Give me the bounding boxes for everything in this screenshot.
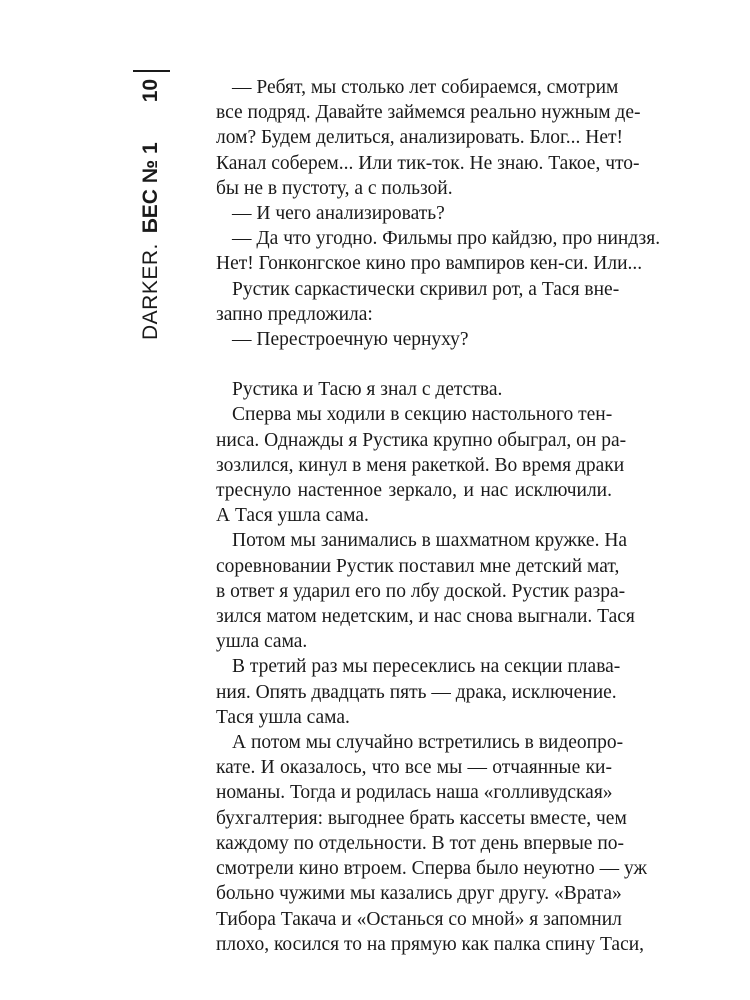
text-line: Канал соберем... Или тик-ток. Не знаю. Такое, что- (216, 152, 640, 174)
text-line: — Ребят, мы столько лет собираемся, смотрим (232, 77, 619, 98)
text-line: Рустик саркастически скривил рот, а Тася вне- (232, 278, 620, 300)
narrative-block (200, 377, 647, 957)
text-line: Тибора Такача и «Останься со мной» я запомнил (216, 908, 622, 930)
text-line: больно чужими мы казались друг другу. «Врата» (216, 883, 622, 905)
text-line: — Да что угодно. Фильмы про кайдзю, про ниндзя. (232, 228, 661, 250)
text-line: А Тася ушла сама. (216, 505, 369, 527)
paragraph (200, 75, 641, 201)
text-line: Рустика и Тасю я знал с детства. (232, 379, 503, 401)
text-line: соревновании Рустик поставил мне детский мат, (216, 555, 620, 577)
text-line: в ответ я ударил его по лбу доской. Рустик разра- (216, 580, 626, 602)
text-line: бы не в пустоту, а с пользой. (216, 177, 453, 199)
header-rule (133, 70, 170, 72)
running-header (137, 79, 165, 340)
text-line: Тася ушла сама. (216, 706, 350, 728)
text-line: ушла сама. (216, 631, 308, 653)
paragraph (200, 402, 627, 528)
text-line: Сперва мы ходили в секцию настольного тен- (232, 404, 613, 426)
text-line: зозлился, кинул в меня ракеткой. Во время драки (216, 454, 625, 476)
text-line: каждому по отдельности. В тот день впервые по- (216, 832, 625, 854)
text-line: лом? Будем делиться, анализировать. Блог... Нет! (216, 127, 623, 149)
text-line: смотрели кино втроем. Сперва было неуютно — уж (216, 858, 647, 880)
text-line: Нет! Гонконгское кино про вампиров кен-си. Или... (216, 253, 643, 275)
text-line: В третий раз мы пересеклись на секции плава- (232, 656, 621, 678)
text-line: — И чего анализировать? (232, 203, 445, 225)
text-line: А потом мы случайно встретились в видеопро- (232, 732, 624, 754)
text-line: бухгалтерия: выгоднее брать кассеты вместе, чем (216, 807, 627, 829)
paragraph (200, 327, 612, 352)
paragraph (200, 654, 621, 730)
dialogue-block (200, 75, 661, 352)
paragraph (200, 730, 647, 957)
paragraph (200, 201, 612, 226)
paragraph (200, 277, 620, 327)
body-text (200, 75, 661, 957)
series-title: DARKER. (139, 243, 162, 340)
text-line: запно предложила: (216, 303, 373, 325)
issue-title: БЕС № 1 (139, 142, 162, 234)
text-line: ниса. Однажды я Рустика крупно обыграл, он ра- (216, 429, 627, 451)
paragraph (200, 528, 635, 654)
text-line: зился матом недетским, и нас снова выгнали. Тася (216, 606, 635, 628)
text-line: плохо, косился то на прямую как палка спину Таси, (216, 933, 645, 955)
text-line: кате. И оказалось, что все мы — отчаянные ки- (216, 757, 612, 779)
text-line: — Перестроечную чернуху? (232, 329, 469, 351)
text-line: ния. Опять двадцать пять — драка, исключение. (216, 681, 617, 703)
section-gap (200, 352, 612, 377)
text-line: номаны. Тогда и родилась наша «голливудская» (216, 782, 613, 804)
text-line: треснуло настенное зеркало, и нас исключили. (216, 480, 612, 502)
text-line: Потом мы занимались в шахматном кружке. На (232, 530, 628, 552)
paragraph (200, 226, 661, 276)
paragraph (200, 377, 612, 402)
page-number: 10 (139, 78, 162, 103)
text-line: все подряд. Давайте займемся реально нужным де- (216, 102, 641, 124)
